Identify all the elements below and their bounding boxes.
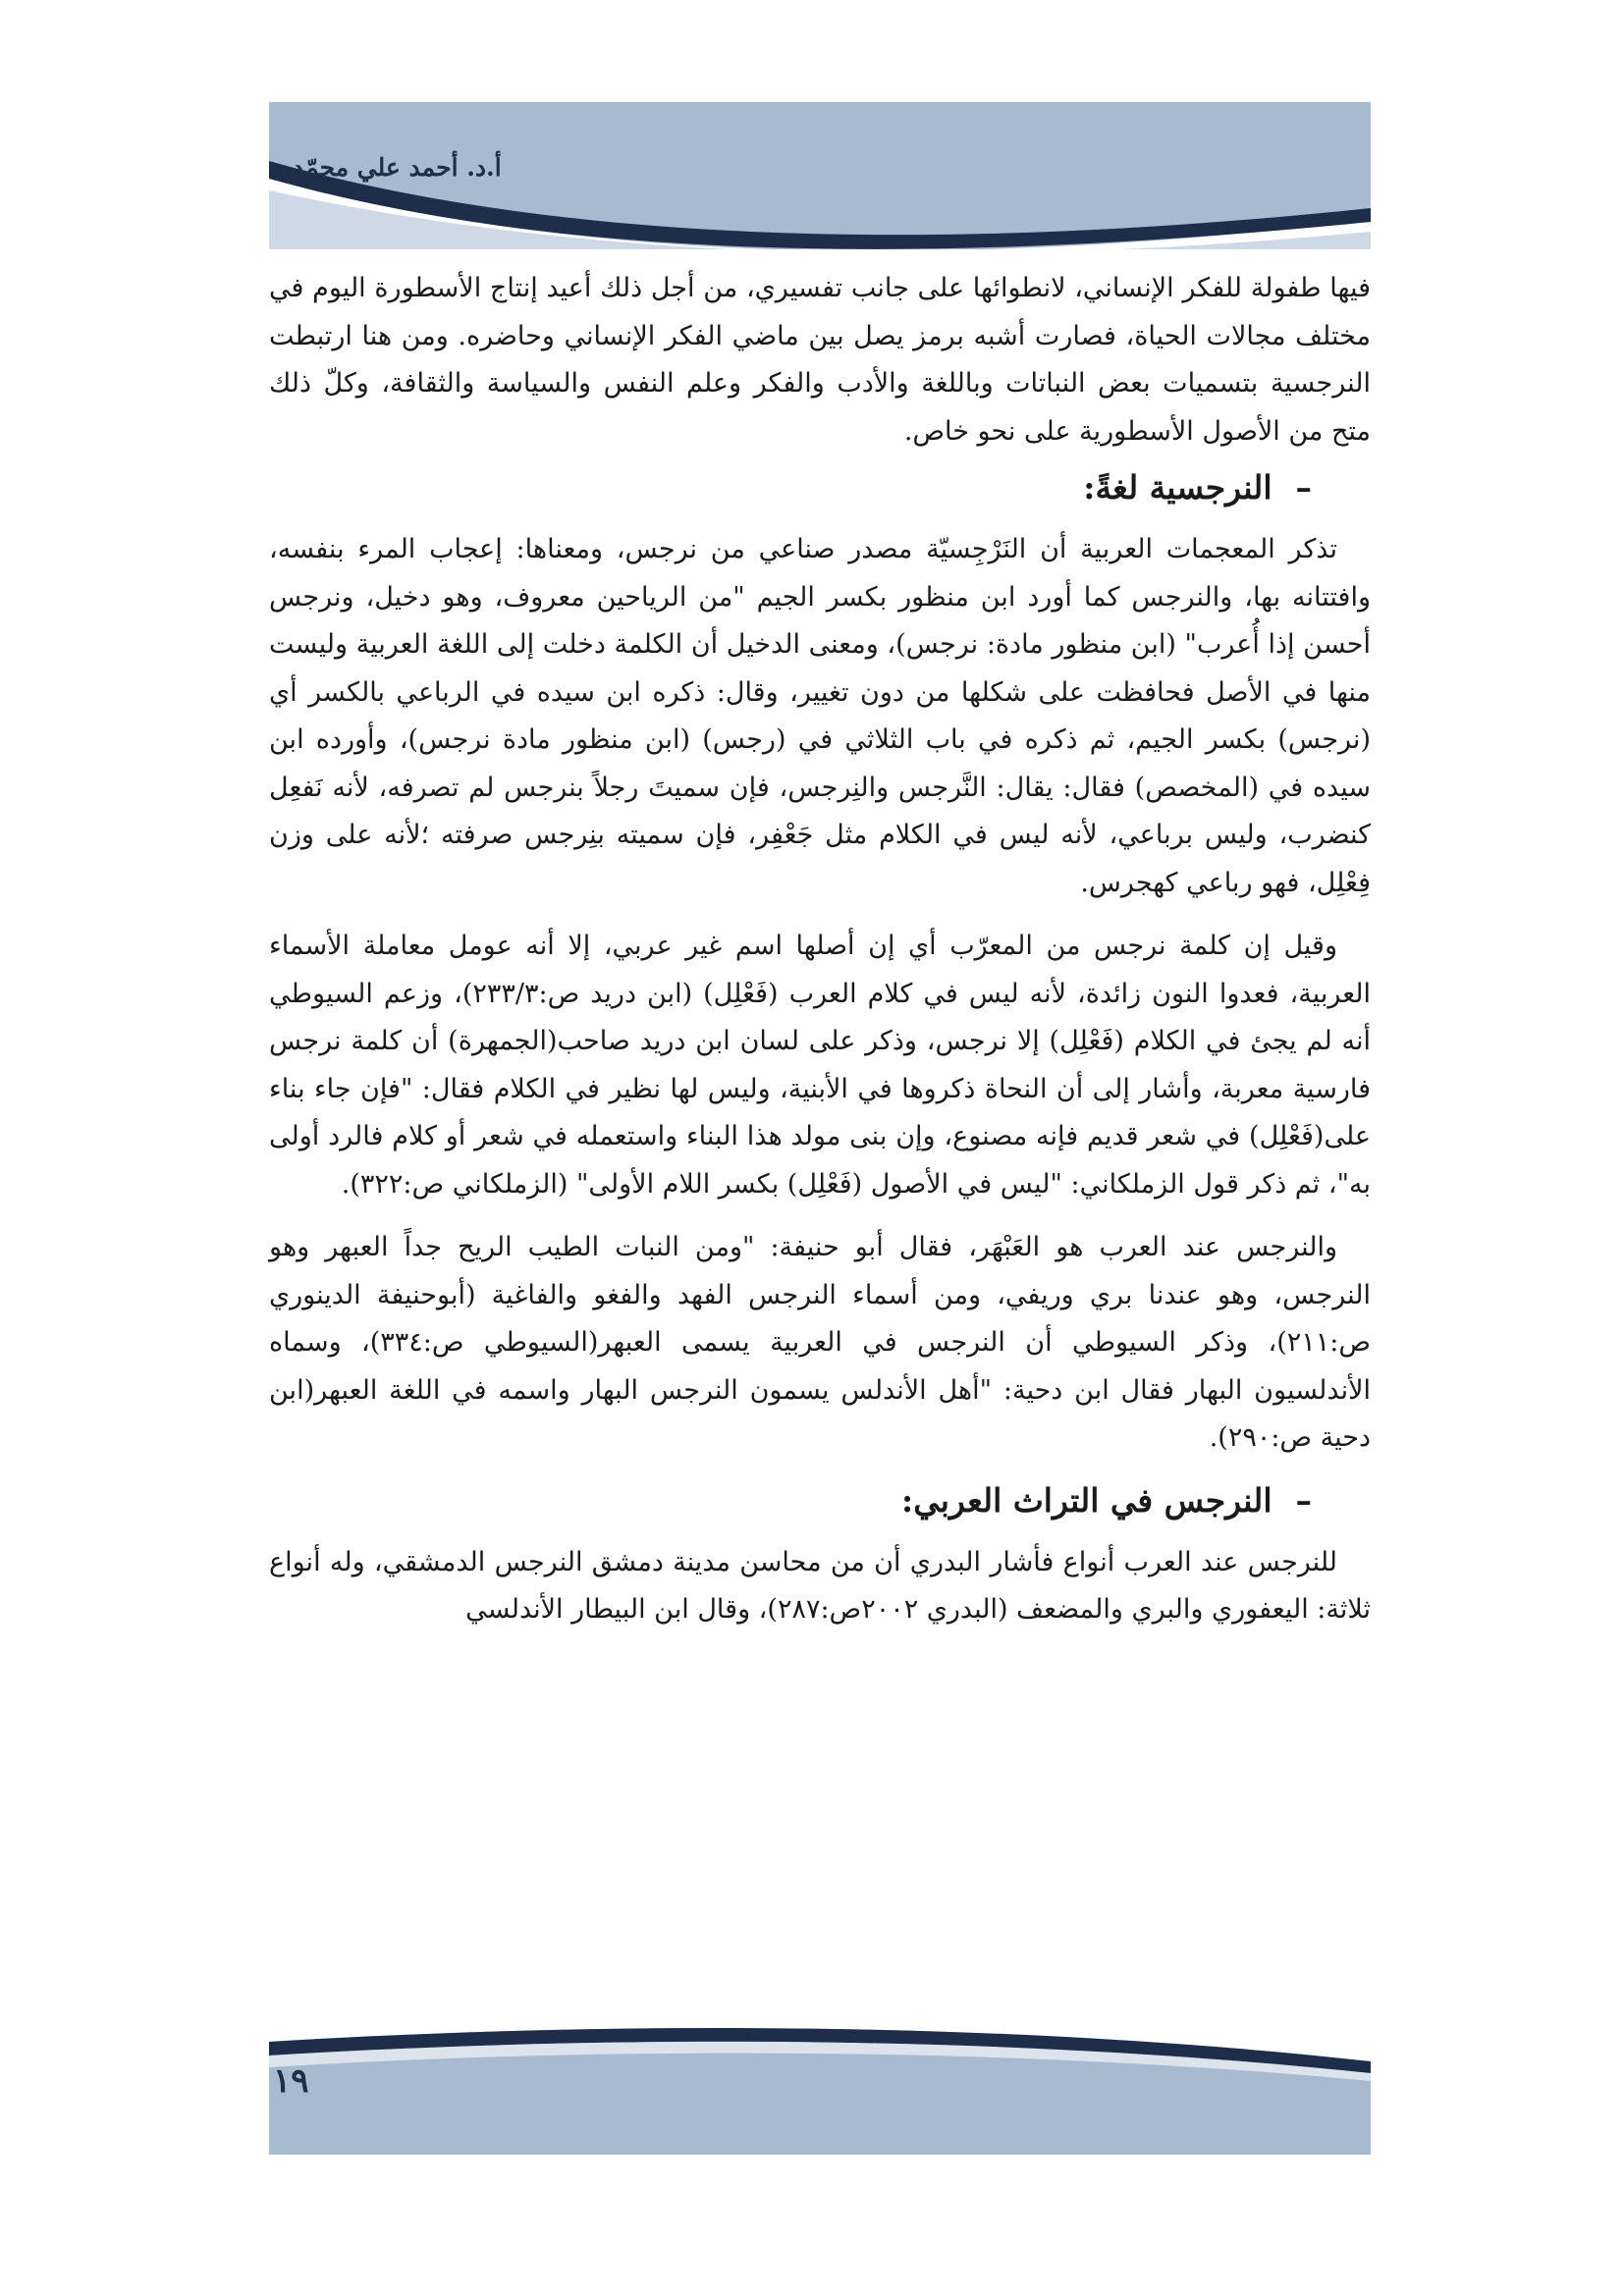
paragraph-dictionaries: تذكر المعجمات العربية أن النَرْجِسيّة مصدر صناعي من نرجس، ومعناها: إعجاب المرء بنفسه، وافتتانه بها، والنرجس كما أورد ابن منظور بكسر الجيم "من الرياحين معروف، وهو دخيل، ونرجس أحسن إذا أُعرب" (ابن منظور مادة: نرجس)، ومعنى الدخيل أن الكلمة دخلت إلى اللغة العربية وليست منها في الأصل فحافظت على شكلها من دون تغيير، وقال: ذكره ابن سيده في الرباعي بالكسر أي (نرجس) بكسر الجيم، ثم ذكره في باب الثلاثي في (رجس) (ابن منظور مادة نرجس)، وأورده ابن سيده في (المخصص) فقال: يقال: النَّرجس والنِرجس، فإن سميتَ رجلاً بنرجس لم تصرفه، لأنه نَفعِل كنضرب، وليس برباعي، لأنه ليس في الكلام مثل جَعْفِر، فإن سميته بنِرجس صرفته ؛لأنه على وزن فِعْلِل، فهو رباعي كهجرس.: [269, 534, 1372, 898]
heading-text: النرجسية لغةً:: [1083, 468, 1272, 507]
page-number: ١٩: [273, 2061, 309, 2101]
page-content: [269, 265, 1371, 1650]
paragraph-narcissus-types: للنرجس عند العرب أنواع فأشار البدري أن من محاسن مدينة دمشق النرجس الدمشقي، وله أنواع ثلاثة: اليعفوري والبري والمضعف (البدري ٢٠٠٢ص:٢٨٧)، وقال ابن البيطار الأندلسي: [269, 1546, 1371, 1625]
author-name: أ.د. أحمد علي محمّد: [293, 153, 502, 182]
heading-text: النرجس في التراث العربي:: [901, 1480, 1272, 1520]
section-heading-heritage: [269, 1478, 1371, 1523]
heading-dash: –: [1295, 468, 1312, 507]
footer-band: [269, 2002, 1371, 2155]
heading-dash: –: [1295, 1480, 1312, 1520]
paragraph-arabized: وقيل إن كلمة نرجس من المعرّب أي إن أصلها اسم غير عربي، إلا أنه عومل معاملة الأسماء العربية، فعدوا النون زائدة، لأنه ليس في كلام العرب (فَعْلِل) (ابن دريد ص:٢٣٣/٣)، وزعم السيوطي أنه لم يجئ في الكلام (فَعْلِل) إلا نرجس، وذكر على لسان ابن دريد صاحب(الجمهرة) أن كلمة نرجس فارسية معربة، وأشار إلى أن النحاة ذكروها في الأبنية، وليس لها نظير في الكلام فقال: "فإن جاء بناء على(فَعْلِل) في شعر قديم فإنه مصنوع، وإن بنى مولد هذا البناء واستعمله في شعر أو كلام فالرد أولى به"، ثم ذكر قول الزملكاني: "ليس في الأصول (فَعْلِل) بكسر اللام الأولى" (الزملكاني ص:٣٢٢).: [269, 931, 1372, 1200]
footer-wave-decoration: [269, 2002, 1371, 2155]
section-heading-linguistic: [269, 465, 1371, 510]
paragraph-intro: فيها طفولة للفكر الإنساني، لانطوائها على جانب تفسيري، من أجل ذلك أعيد إنتاج الأسطورة اليوم في مختلف مجالات الحياة، فصارت أشبه برمز يصل بين ماضي الفكر الإنساني وحاضره. ومن هنا ارتبطت النرجسية بتسميات بعض النباتات وباللغة والأدب والفكر وعلم النفس والسياسة والثقافة، وكلّ ذلك متح من الأصول الأسطورية على نحو خاص.: [269, 273, 1371, 447]
paragraph-abhar: والنرجس عند العرب هو العَبْهَر، فقال أبو حنيفة: "ومن النبات الطيب الريح جداً العبهر وهو النرجس، وهو عندنا بري وريفي، ومن أسماء النرجس الفهد والفغو والفاغية (أبوحنيفة الدينوري ص:٢١١)، وذكر السيوطي أن النرجس في العربية يسمى العبهر(السيوطي ص:٣٣٤)، وسماه الأندلسيون البهار فقال ابن دحية: "أهل الأندلس يسمون النرجس البهار واسمه في اللغة العبهر(ابن دحية ص:٢٩٠).: [269, 1232, 1371, 1453]
